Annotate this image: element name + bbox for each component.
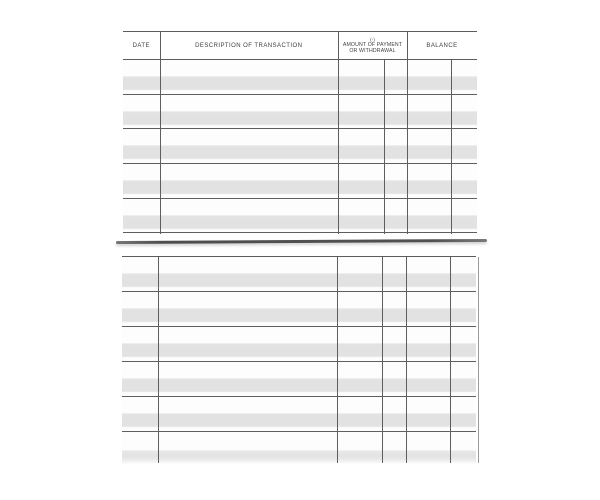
column-divider-balance-cents (450, 257, 451, 463)
header-amount-line2: OR WITHDRAWAL (349, 48, 396, 54)
column-divider-payment-cents (384, 60, 385, 234)
register-row (122, 432, 476, 464)
column-divider-payment-cents (382, 257, 383, 463)
register-table-bottom (122, 256, 476, 464)
column-divider-description (337, 257, 338, 463)
header-amount-sign: (-) (369, 36, 376, 42)
header-amount-line1: AMOUNT OF PAYMENT (342, 41, 403, 48)
register-row (122, 397, 476, 432)
header-description: DESCRIPTION OF TRANSACTION (195, 42, 303, 49)
register-row (122, 327, 476, 362)
register-row (123, 60, 477, 95)
register-row (123, 199, 477, 234)
register-row (123, 95, 477, 130)
column-divider-balance-cents (451, 60, 452, 234)
header-date: DATE (132, 42, 150, 49)
register-row (122, 292, 476, 327)
page-right-edge (478, 257, 479, 463)
register-rows-bottom (122, 257, 476, 464)
register-row (123, 129, 477, 164)
column-divider-balance (407, 32, 408, 234)
register-row (122, 257, 476, 292)
column-divider-date (158, 257, 159, 463)
column-divider-description (338, 32, 339, 234)
column-divider-balance (406, 257, 407, 463)
header-amount (338, 32, 407, 59)
register-row (123, 164, 477, 199)
header-balance: BALANCE (426, 42, 458, 49)
column-divider-date (160, 32, 161, 234)
page-edge-divider (116, 239, 487, 244)
register-row (122, 362, 476, 397)
register-rows-top (123, 60, 477, 233)
register-table-top (123, 31, 477, 233)
register-header (123, 32, 477, 60)
